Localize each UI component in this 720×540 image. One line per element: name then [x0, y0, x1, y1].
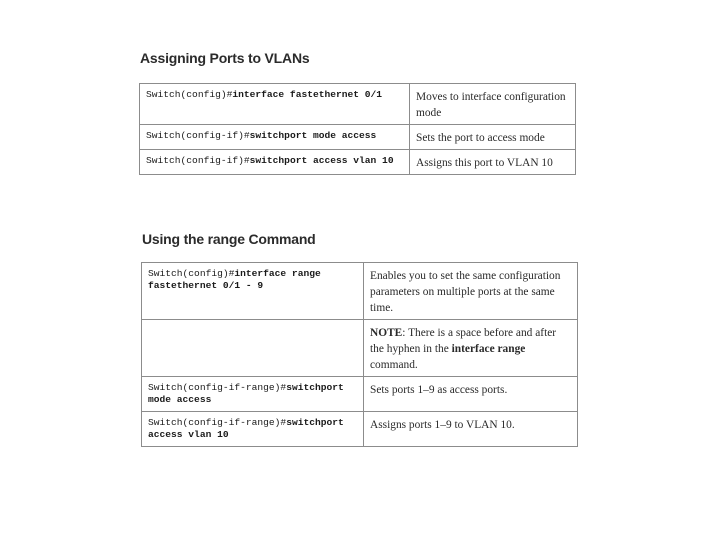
description-cell: Assigns this port to VLAN 10: [410, 150, 576, 175]
table-row: [140, 125, 576, 150]
description-cell: Sets ports 1–9 as access ports.: [364, 377, 578, 412]
command-prompt: Switch(config-if-range)#: [148, 417, 287, 428]
command-cell: [142, 377, 364, 412]
empty-command-cell: [142, 320, 364, 377]
command-cell: [140, 125, 410, 150]
note-label: NOTE: [370, 327, 403, 339]
command-cell: [142, 263, 364, 320]
section-title-range-command: Using the range Command: [142, 231, 316, 247]
command-keyword: switchport access vlan 10: [148, 417, 344, 440]
note-cell: [364, 320, 578, 377]
command-prompt: Switch(config-if)#: [146, 130, 250, 141]
note-bold-text: interface range: [451, 343, 526, 355]
description-cell: Enables you to set the same configuration parameters on multiple ports at the same time.: [364, 263, 578, 320]
command-prompt: Switch(config-if-range)#: [148, 382, 287, 393]
command-cell: [140, 84, 410, 125]
command-prompt: Switch(config)#: [148, 268, 235, 279]
command-prompt: Switch(config-if)#: [146, 155, 250, 166]
assigning-ports-table: [139, 83, 576, 175]
note-text: : There is a space before and after the hyphen in the: [370, 327, 557, 355]
table-row: [140, 150, 576, 175]
note-text-end: command.: [370, 359, 418, 371]
command-keyword: switchport access vlan 10: [249, 155, 394, 166]
description-cell: Sets the port to access mode: [410, 125, 576, 150]
command-keyword: interface range fastethernet 0/1 - 9: [148, 268, 321, 291]
command-cell: [142, 412, 364, 447]
section-title-assigning-ports: Assigning Ports to VLANs: [140, 50, 310, 66]
command-cell: [140, 150, 410, 175]
table-row: [142, 320, 578, 377]
description-cell: Moves to interface configuration mode: [410, 84, 576, 125]
table-row: [142, 263, 578, 320]
command-keyword: switchport mode access: [249, 130, 377, 141]
table-row: [142, 412, 578, 447]
description-cell: Assigns ports 1–9 to VLAN 10.: [364, 412, 578, 447]
range-command-table: [141, 262, 578, 447]
command-prompt: Switch(config)#: [146, 89, 233, 100]
command-keyword: switchport mode access: [148, 382, 344, 405]
command-keyword: interface fastethernet 0/1: [232, 89, 383, 100]
table-row: [142, 377, 578, 412]
table-row: [140, 84, 576, 125]
